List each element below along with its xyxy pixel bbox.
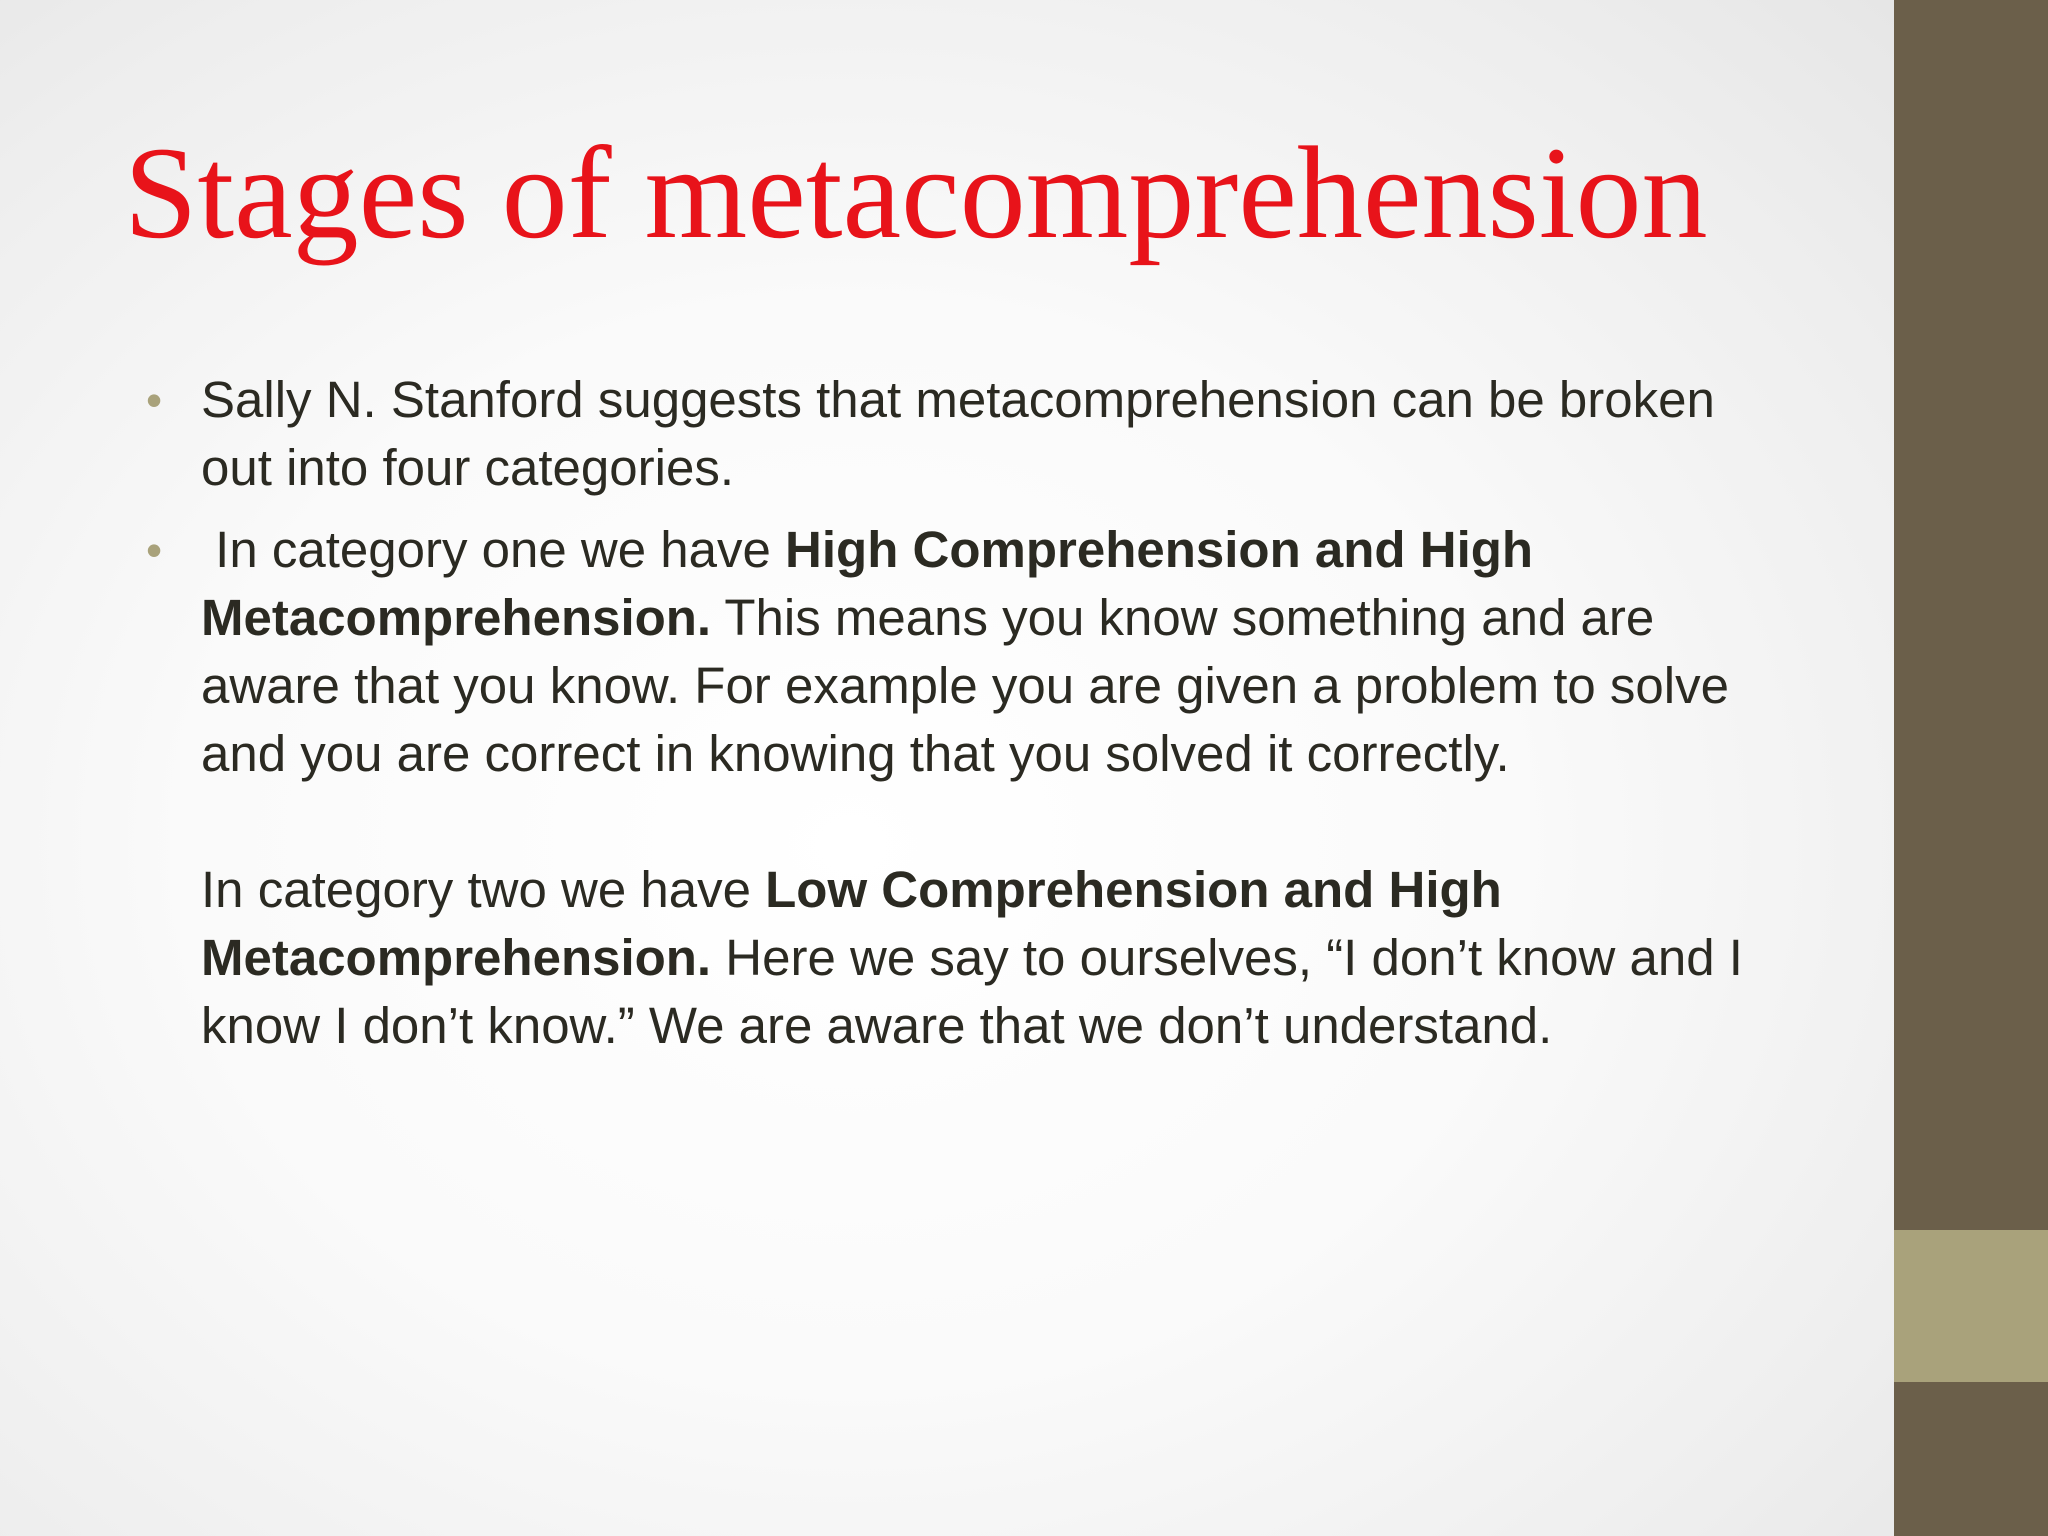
category-one-rest: This means you know something and are aware that you know. For example you are given a problem to solve and you are correct in knowing that you solved it correctly.: [201, 589, 1729, 782]
bullet-item-2: [146, 516, 1796, 1060]
category-two-paragraph: [201, 856, 1796, 1060]
bullet-list: [146, 366, 1796, 1074]
bullet-icon: •: [146, 524, 163, 576]
bullet-text-2: [201, 516, 1796, 1060]
bullet-icon: •: [146, 374, 163, 426]
bullet-item-1: [146, 366, 1796, 502]
category-two-bold: Low Comprehension and High Metacomprehension.: [201, 861, 1502, 986]
paragraph-gap: [201, 788, 1796, 856]
bullet-text-1: [201, 366, 1796, 502]
category-one-intro: In category one we have: [201, 521, 786, 578]
category-one-bold: High Comprehension and High Metacomprehension.: [201, 521, 1534, 646]
category-two-intro: In category two we have: [201, 861, 766, 918]
bullet-1-text: Sally N. Stanford suggests that metacomprehension can be broken out into four categories.: [201, 371, 1715, 496]
slide-title: Stages of metacomprehension: [124, 119, 1708, 266]
category-two-rest: Here we say to ourselves, “I don’t know and I know I don’t know.” We are aware that we don’t understand.: [201, 929, 1743, 1054]
category-one-paragraph: [201, 516, 1796, 788]
sidebar-accent-band: [1894, 1230, 2048, 1382]
